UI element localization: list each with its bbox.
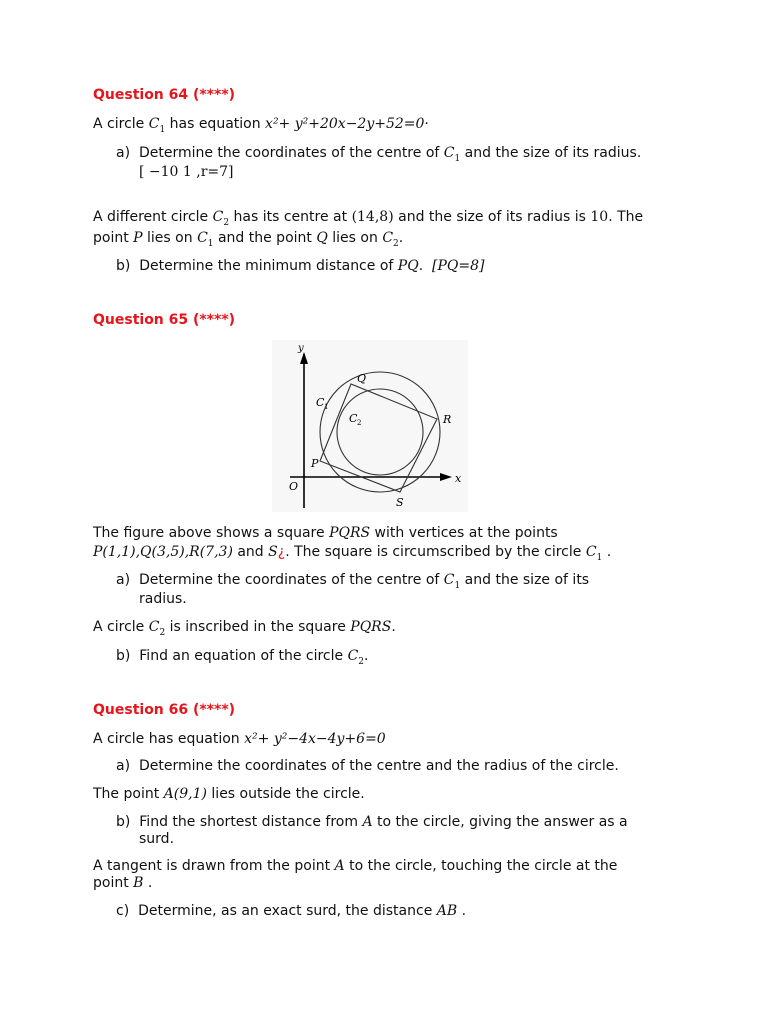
circle-square-figure xyxy=(272,340,468,512)
q66-equation: x²+ y²−4x−4y+6=0 xyxy=(244,731,386,747)
vertex-s-label: S xyxy=(396,496,404,509)
q64-part-b: b) Determine the minimum distance of PQ. [PQ=8] xyxy=(116,258,485,274)
q65-part-a-cont: radius. xyxy=(139,591,187,607)
q64-b-answer: [PQ=8] xyxy=(432,258,485,274)
q66-para-4: point B . xyxy=(93,875,153,891)
q64-a-answer: [ −10 1 ,r=7] xyxy=(139,164,234,180)
q64-para-3: point P lies on $C_1$ and the point Q lies on $C_2$. xyxy=(93,230,404,249)
q64-heading: Question 64 (****) xyxy=(93,87,236,103)
q65-heading: Question 65 (****) xyxy=(93,312,236,328)
q64-intro: A circle $C_1$ has equation x²+ y²+20x−2y+52=0· xyxy=(93,116,429,135)
y-axis-label: y xyxy=(298,343,304,354)
c2-label: C xyxy=(349,412,358,425)
q66-part-a: a) Determine the coordinates of the centre and the radius of the circle. xyxy=(116,758,619,774)
q64-part-a: a) Determine the coordinates of the centre of $C_1$ and the size of its radius. xyxy=(116,145,642,164)
vertex-p-label: P xyxy=(311,457,319,470)
figure-background xyxy=(272,340,468,512)
q65-part-b: b) Find an equation of the circle $C_2$. xyxy=(116,648,369,667)
q66-para-2: The point A(9,1) lies outside the circle. xyxy=(93,786,365,802)
c1-label-sub: 1 xyxy=(324,403,329,411)
q66-intro: A circle has equation x²+ y²−4x−4y+6=0 xyxy=(93,731,386,747)
q65-para-1: The figure above shows a square PQRS with vertices at the points xyxy=(93,525,558,541)
q66-heading: Question 66 (****) xyxy=(93,702,236,718)
c2-label-sub: 2 xyxy=(357,419,362,427)
q65-para-2: P(1,1),Q(3,5),R(7,3) and S¿. The square is circumscribed by the circle $C_1$ . xyxy=(93,544,612,563)
q65-part-a: a) Determine the coordinates of the centre of $C_1$ and the size of its xyxy=(116,572,590,591)
vertex-q-label: Q xyxy=(357,372,367,385)
q64-equation: x²+ y²+20x−2y+52=0· xyxy=(265,116,429,132)
q66-para-3: A tangent is drawn from the point A to the circle, touching the circle at the xyxy=(93,858,618,874)
q64-para-2: A different circle $C_2$ has its centre at (14,8) and the size of its radius is 10. The xyxy=(93,209,644,228)
q65-para-3: A circle $C_2$ is inscribed in the square PQRS. xyxy=(93,619,396,638)
q66-part-c: c) Determine, as an exact surd, the distance AB . xyxy=(116,903,467,919)
vertex-r-label: R xyxy=(443,413,452,426)
c1-label: C xyxy=(316,396,325,409)
q66-part-b: b) Find the shortest distance from A to the circle, giving the answer as a xyxy=(116,814,628,830)
q66-part-b-cont: surd. xyxy=(139,831,175,847)
x-axis-label: x xyxy=(455,472,462,485)
origin-label: O xyxy=(289,480,299,493)
